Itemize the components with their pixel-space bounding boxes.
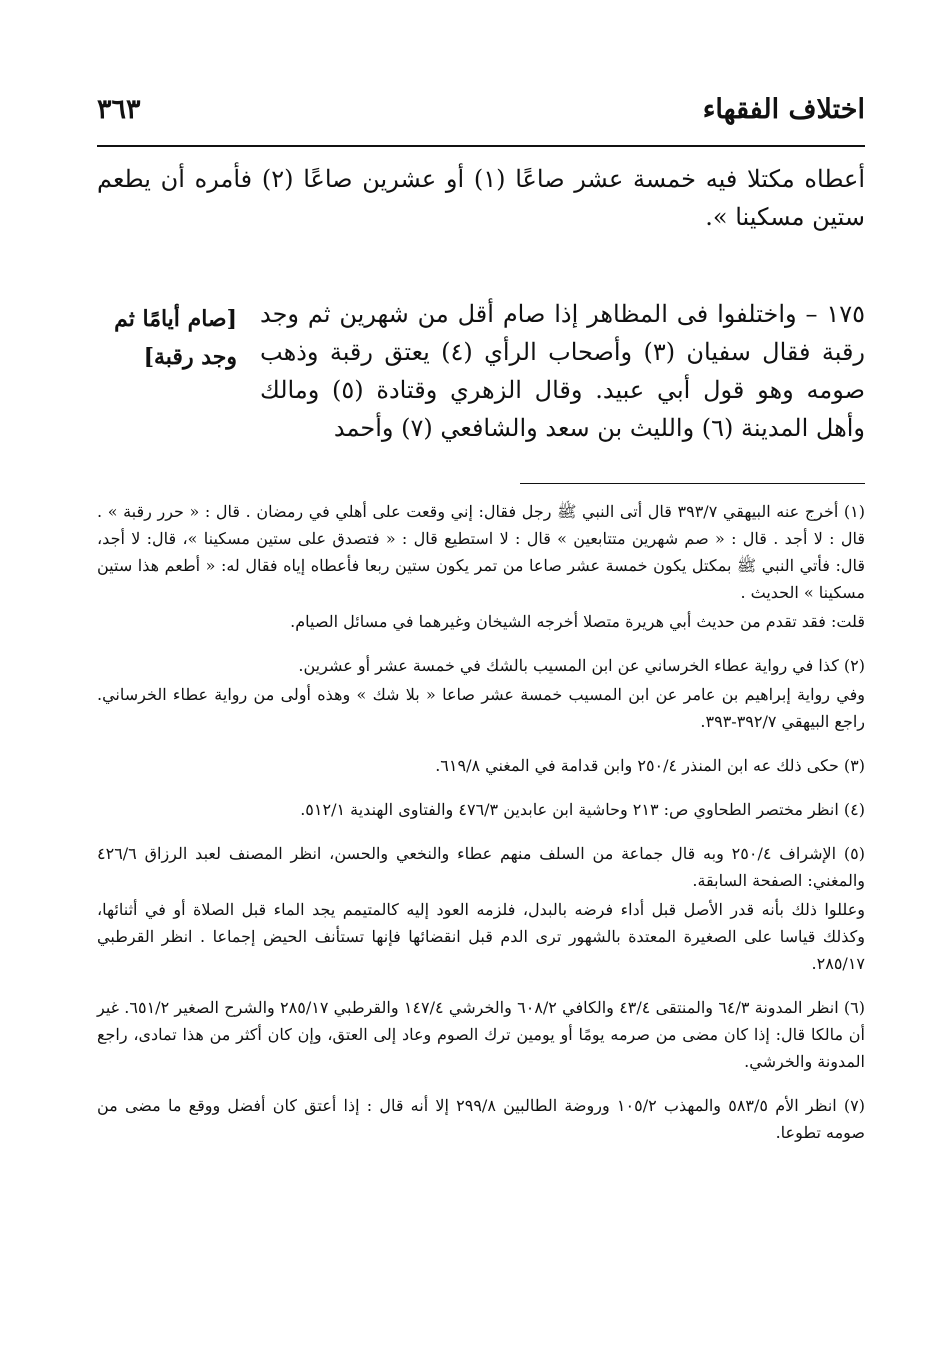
running-title: اختلاف الفقهاء bbox=[702, 93, 865, 125]
footnote-2-text: (٢) كذا في رواية عطاء الخرساني عن ابن المسيب بالشك في خمسة عشر أو عشرين. bbox=[298, 656, 865, 675]
footnote-2 bbox=[97, 652, 865, 735]
page-header bbox=[97, 80, 865, 138]
footnote-7 bbox=[97, 1092, 865, 1146]
header-divider bbox=[97, 145, 865, 147]
footnote-6 bbox=[97, 994, 865, 1075]
footnote-2-note: وفي رواية إبراهيم بن عامر عن ابن المسيب خمسة عشر صاعا « بلا شك » وهذه أولى من رواية عطاء الخرساني. راجع البيهقي ٣٩٢/٧-٣٩٣. bbox=[97, 685, 865, 731]
margin-note: [صام أيامًا ثم وجد رقبة] bbox=[114, 306, 237, 370]
footnote-4 bbox=[97, 796, 865, 823]
paragraph-175: ١٧٥ – واختلفوا فى المظاهر إذا صام أقل من شهرين ثم وجد رقبة فقال سفيان (٣) وأصحاب الرأي (٤) يعتق رقبة وذهب صومه وهو قول أبي عبيد. وقال الزهري وقتادة (٥) ومالك وأهل المدينة (٦) والليث بن سعد والشافعي (٧) وأحمد bbox=[260, 300, 866, 442]
footnote-3-text: (٣) حكى ذلك عه ابن المنذر ٢٥٠/٤ وابن قدامة في المغني ٦١٩/٨. bbox=[435, 756, 865, 775]
footnotes bbox=[97, 498, 865, 1163]
footnote-6-text: (٦) انظر المدونة ٦٤/٣ والمنتقى ٤٣/٤ والكافي ٦٠٨/٢ والخرشي ١٤٧/٤ والقرطبي ٢٨٥/١٧ والشرح الصغير ٦٥١/٢. غير أن مالكا قال: إذا كان مضى من صرمه يومًا أو يومين ترك الصوم وعاد إلى العتق، وإن كان أكثر من هذا تمادى، راجع المدونة والخرشي. bbox=[97, 998, 866, 1071]
footnote-5 bbox=[97, 840, 865, 977]
intro-paragraph: أعطاه مكتلا فيه خمسة عشر صاعًا (١) أو عشرين صاعًا (٢) فأمره أن يطعم ستين مسكينا ». bbox=[97, 165, 865, 231]
footnote-1-note: قلت: فقد تقدم من حديث أبي هريرة متصلا أخرجه الشيخان وغيرهما في مسائل الصيام. bbox=[290, 612, 865, 631]
footnote-1-text: (١) أخرج عنه البيهقي ٣٩٣/٧ قال أتى النبي ﷺ رجل فقال: إني وقعت على أهلي في رمضان . قال : « حرر رقبة » . قال : لا أجد . قال : « صم شهرين متتابعين » قال : لا استطيع قال : « فتصدق على ستين مسكينا »، قال: لا أجد، قال: فأتي النبي ﷺ بمكتل يكون خمسة عشر صاعا من تمر يكون ستين ربعا فأعطاه إياه فقال له: « أطعم هذا ستين مسكينا » الحديث . bbox=[97, 502, 866, 602]
page-number: ٣٦٣ bbox=[97, 93, 141, 125]
footnote-1 bbox=[97, 498, 865, 635]
footnote-3 bbox=[97, 752, 865, 779]
footnote-7-text: (٧) انظر الأم ٥٨٣/٥ والمهذب ١٠٥/٢ وروضة الطالبين ٢٩٩/٨ إلا أنه قال : إذا أعتق كان أفضل ووقع ما مضى من صومه تطوعا. bbox=[97, 1096, 866, 1142]
footnote-5-text: (٥) الإشراف ٢٥٠/٤ وبه قال جماعة من السلف منهم عطاء والنخعي والحسن، انظر المصنف لعبد الرزاق ٤٢٦/٦ والمغني: الصفحة السابقة. bbox=[97, 844, 866, 890]
footnote-divider bbox=[520, 483, 865, 484]
footnote-5-note: وعللوا ذلك بأنه قدر الأصل قبل أداء فرضه بالبدل، فلزمه العود إليه كالمتيمم يجد الماء قبل الصلاة أو في أثنائها، وكذلك قياسا على الصغيرة المعتدة بالشهور ترى الدم قبل انقضائها فإنها تستأنف الحيض إجماعا . انظر القرطبي ٢٨٥/١٧. bbox=[97, 900, 865, 973]
footnote-4-text: (٤) انظر مختصر الطحاوي ص: ٢١٣ وحاشية ابن عابدين ٤٧٦/٣ والفتاوى الهندية ٥١٢/١. bbox=[300, 800, 865, 819]
